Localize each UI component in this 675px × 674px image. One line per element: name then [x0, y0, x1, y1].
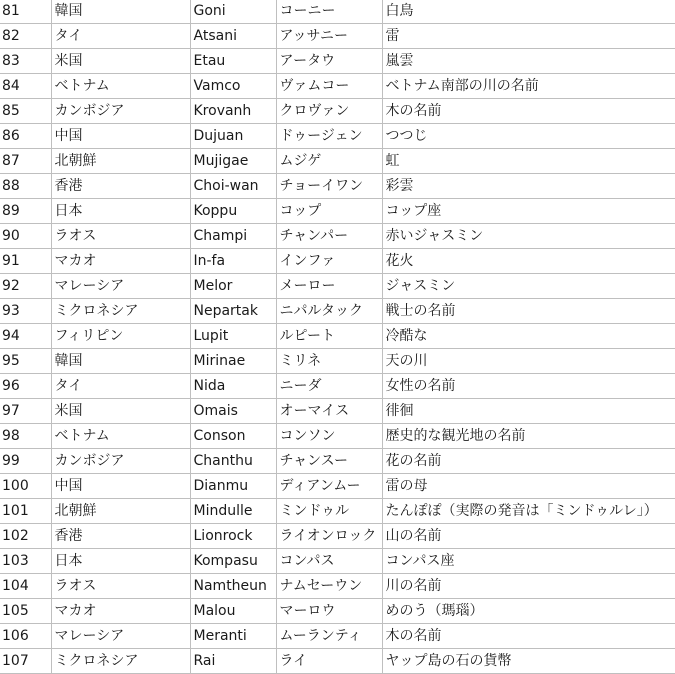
- table-row: [0, 599, 675, 624]
- name-romaji-cell: Kompasu: [190, 549, 276, 574]
- name-katakana-cell: ナムセーウン: [276, 574, 382, 599]
- number-cell: 82: [0, 24, 51, 49]
- table-row: [0, 524, 675, 549]
- number-cell: 90: [0, 224, 51, 249]
- meaning-cell: 天の川: [382, 349, 675, 374]
- table-row: [0, 124, 675, 149]
- name-romaji-cell: Nida: [190, 374, 276, 399]
- name-romaji-cell: In-fa: [190, 249, 276, 274]
- name-katakana-cell: インファ: [276, 249, 382, 274]
- number-cell: 93: [0, 299, 51, 324]
- name-katakana-cell: ライ: [276, 649, 382, 674]
- country-cell: マカオ: [51, 249, 190, 274]
- name-romaji-cell: Mindulle: [190, 499, 276, 524]
- name-romaji-cell: Conson: [190, 424, 276, 449]
- name-romaji-cell: Melor: [190, 274, 276, 299]
- country-cell: 日本: [51, 199, 190, 224]
- meaning-cell: めのう（瑪瑙）: [382, 599, 675, 624]
- name-romaji-cell: Lupit: [190, 324, 276, 349]
- country-cell: 韓国: [51, 0, 190, 24]
- name-katakana-cell: コンソン: [276, 424, 382, 449]
- name-katakana-cell: コップ: [276, 199, 382, 224]
- meaning-cell: コンパス座: [382, 549, 675, 574]
- number-cell: 91: [0, 249, 51, 274]
- number-cell: 106: [0, 624, 51, 649]
- meaning-cell: 花の名前: [382, 449, 675, 474]
- country-cell: 香港: [51, 174, 190, 199]
- meaning-cell: ベトナム南部の川の名前: [382, 74, 675, 99]
- meaning-cell: 川の名前: [382, 574, 675, 599]
- number-cell: 86: [0, 124, 51, 149]
- name-romaji-cell: Dianmu: [190, 474, 276, 499]
- meaning-cell: つつじ: [382, 124, 675, 149]
- meaning-cell: 歴史的な観光地の名前: [382, 424, 675, 449]
- meaning-cell: 嵐雲: [382, 49, 675, 74]
- name-katakana-cell: ドゥージェン: [276, 124, 382, 149]
- table-row: [0, 24, 675, 49]
- meaning-cell: 彩雲: [382, 174, 675, 199]
- name-romaji-cell: Champi: [190, 224, 276, 249]
- table-row: [0, 574, 675, 599]
- meaning-cell: 木の名前: [382, 99, 675, 124]
- number-cell: 96: [0, 374, 51, 399]
- table-row: [0, 0, 675, 24]
- name-katakana-cell: チャンパー: [276, 224, 382, 249]
- country-cell: マレーシア: [51, 274, 190, 299]
- name-romaji-cell: Lionrock: [190, 524, 276, 549]
- number-cell: 102: [0, 524, 51, 549]
- name-romaji-cell: Malou: [190, 599, 276, 624]
- name-katakana-cell: チャンスー: [276, 449, 382, 474]
- meaning-cell: 雷の母: [382, 474, 675, 499]
- country-cell: カンボジア: [51, 449, 190, 474]
- meaning-cell: 戦士の名前: [382, 299, 675, 324]
- meaning-cell: コップ座: [382, 199, 675, 224]
- country-cell: タイ: [51, 374, 190, 399]
- country-cell: ベトナム: [51, 74, 190, 99]
- country-cell: 日本: [51, 549, 190, 574]
- name-katakana-cell: ムジゲ: [276, 149, 382, 174]
- name-romaji-cell: Goni: [190, 0, 276, 24]
- name-katakana-cell: クロヴァン: [276, 99, 382, 124]
- name-katakana-cell: ライオンロック: [276, 524, 382, 549]
- number-cell: 92: [0, 274, 51, 299]
- country-cell: ミクロネシア: [51, 299, 190, 324]
- number-cell: 100: [0, 474, 51, 499]
- name-katakana-cell: ルピート: [276, 324, 382, 349]
- number-cell: 94: [0, 324, 51, 349]
- country-cell: ミクロネシア: [51, 649, 190, 674]
- country-cell: 北朝鮮: [51, 499, 190, 524]
- number-cell: 97: [0, 399, 51, 424]
- table-row: [0, 499, 675, 524]
- name-romaji-cell: Omais: [190, 399, 276, 424]
- meaning-cell: 雷: [382, 24, 675, 49]
- name-katakana-cell: アッサニー: [276, 24, 382, 49]
- meaning-cell: 徘徊: [382, 399, 675, 424]
- table-row: [0, 299, 675, 324]
- country-cell: 韓国: [51, 349, 190, 374]
- table-row: [0, 474, 675, 499]
- name-katakana-cell: オーマイス: [276, 399, 382, 424]
- name-katakana-cell: コンパス: [276, 549, 382, 574]
- table-row: [0, 74, 675, 99]
- number-cell: 107: [0, 649, 51, 674]
- table-row: [0, 199, 675, 224]
- country-cell: 香港: [51, 524, 190, 549]
- number-cell: 99: [0, 449, 51, 474]
- table-row: [0, 324, 675, 349]
- name-romaji-cell: Dujuan: [190, 124, 276, 149]
- country-cell: 北朝鮮: [51, 149, 190, 174]
- table-row: [0, 649, 675, 674]
- table-row: [0, 349, 675, 374]
- country-cell: ラオス: [51, 224, 190, 249]
- table-row: [0, 549, 675, 574]
- country-cell: 米国: [51, 399, 190, 424]
- number-cell: 83: [0, 49, 51, 74]
- name-romaji-cell: Mujigae: [190, 149, 276, 174]
- name-katakana-cell: ヴァムコー: [276, 74, 382, 99]
- name-katakana-cell: ニパルタック: [276, 299, 382, 324]
- name-romaji-cell: Rai: [190, 649, 276, 674]
- meaning-cell: たんぽぽ（実際の発音は「ミンドゥルレ」）: [382, 499, 675, 524]
- number-cell: 81: [0, 0, 51, 24]
- name-romaji-cell: Namtheun: [190, 574, 276, 599]
- name-katakana-cell: アータウ: [276, 49, 382, 74]
- name-katakana-cell: ミンドゥル: [276, 499, 382, 524]
- country-cell: 中国: [51, 474, 190, 499]
- name-katakana-cell: ムーランティ: [276, 624, 382, 649]
- name-romaji-cell: Atsani: [190, 24, 276, 49]
- name-katakana-cell: マーロウ: [276, 599, 382, 624]
- meaning-cell: 虹: [382, 149, 675, 174]
- name-romaji-cell: Meranti: [190, 624, 276, 649]
- table-row: [0, 274, 675, 299]
- name-romaji-cell: Koppu: [190, 199, 276, 224]
- table-row: [0, 174, 675, 199]
- name-katakana-cell: ニーダ: [276, 374, 382, 399]
- meaning-cell: 赤いジャスミン: [382, 224, 675, 249]
- table-row: [0, 249, 675, 274]
- meaning-cell: 女性の名前: [382, 374, 675, 399]
- name-romaji-cell: Chanthu: [190, 449, 276, 474]
- number-cell: 98: [0, 424, 51, 449]
- number-cell: 89: [0, 199, 51, 224]
- table-row: [0, 449, 675, 474]
- number-cell: 95: [0, 349, 51, 374]
- number-cell: 105: [0, 599, 51, 624]
- meaning-cell: 白鳥: [382, 0, 675, 24]
- number-cell: 88: [0, 174, 51, 199]
- table-row: [0, 49, 675, 74]
- name-romaji-cell: Krovanh: [190, 99, 276, 124]
- table-row: [0, 149, 675, 174]
- name-romaji-cell: Choi-wan: [190, 174, 276, 199]
- table-row: [0, 224, 675, 249]
- name-romaji-cell: Nepartak: [190, 299, 276, 324]
- name-katakana-cell: チョーイワン: [276, 174, 382, 199]
- country-cell: カンボジア: [51, 99, 190, 124]
- table-row: [0, 424, 675, 449]
- country-cell: マレーシア: [51, 624, 190, 649]
- number-cell: 84: [0, 74, 51, 99]
- number-cell: 103: [0, 549, 51, 574]
- country-cell: タイ: [51, 24, 190, 49]
- table-row: [0, 399, 675, 424]
- name-romaji-cell: Vamco: [190, 74, 276, 99]
- country-cell: フィリピン: [51, 324, 190, 349]
- country-cell: マカオ: [51, 599, 190, 624]
- country-cell: 中国: [51, 124, 190, 149]
- country-cell: 米国: [51, 49, 190, 74]
- country-cell: ベトナム: [51, 424, 190, 449]
- meaning-cell: 山の名前: [382, 524, 675, 549]
- name-katakana-cell: ミリネ: [276, 349, 382, 374]
- meaning-cell: 冷酷な: [382, 324, 675, 349]
- name-katakana-cell: ディアンムー: [276, 474, 382, 499]
- meaning-cell: 花火: [382, 249, 675, 274]
- country-cell: ラオス: [51, 574, 190, 599]
- meaning-cell: ヤップ島の石の貨幣: [382, 649, 675, 674]
- meaning-cell: ジャスミン: [382, 274, 675, 299]
- table-row: [0, 374, 675, 399]
- name-katakana-cell: コーニー: [276, 0, 382, 24]
- number-cell: 101: [0, 499, 51, 524]
- name-katakana-cell: メーロー: [276, 274, 382, 299]
- number-cell: 85: [0, 99, 51, 124]
- table-row: [0, 624, 675, 649]
- name-romaji-cell: Mirinae: [190, 349, 276, 374]
- meaning-cell: 木の名前: [382, 624, 675, 649]
- number-cell: 87: [0, 149, 51, 174]
- name-romaji-cell: Etau: [190, 49, 276, 74]
- table-row: [0, 99, 675, 124]
- number-cell: 104: [0, 574, 51, 599]
